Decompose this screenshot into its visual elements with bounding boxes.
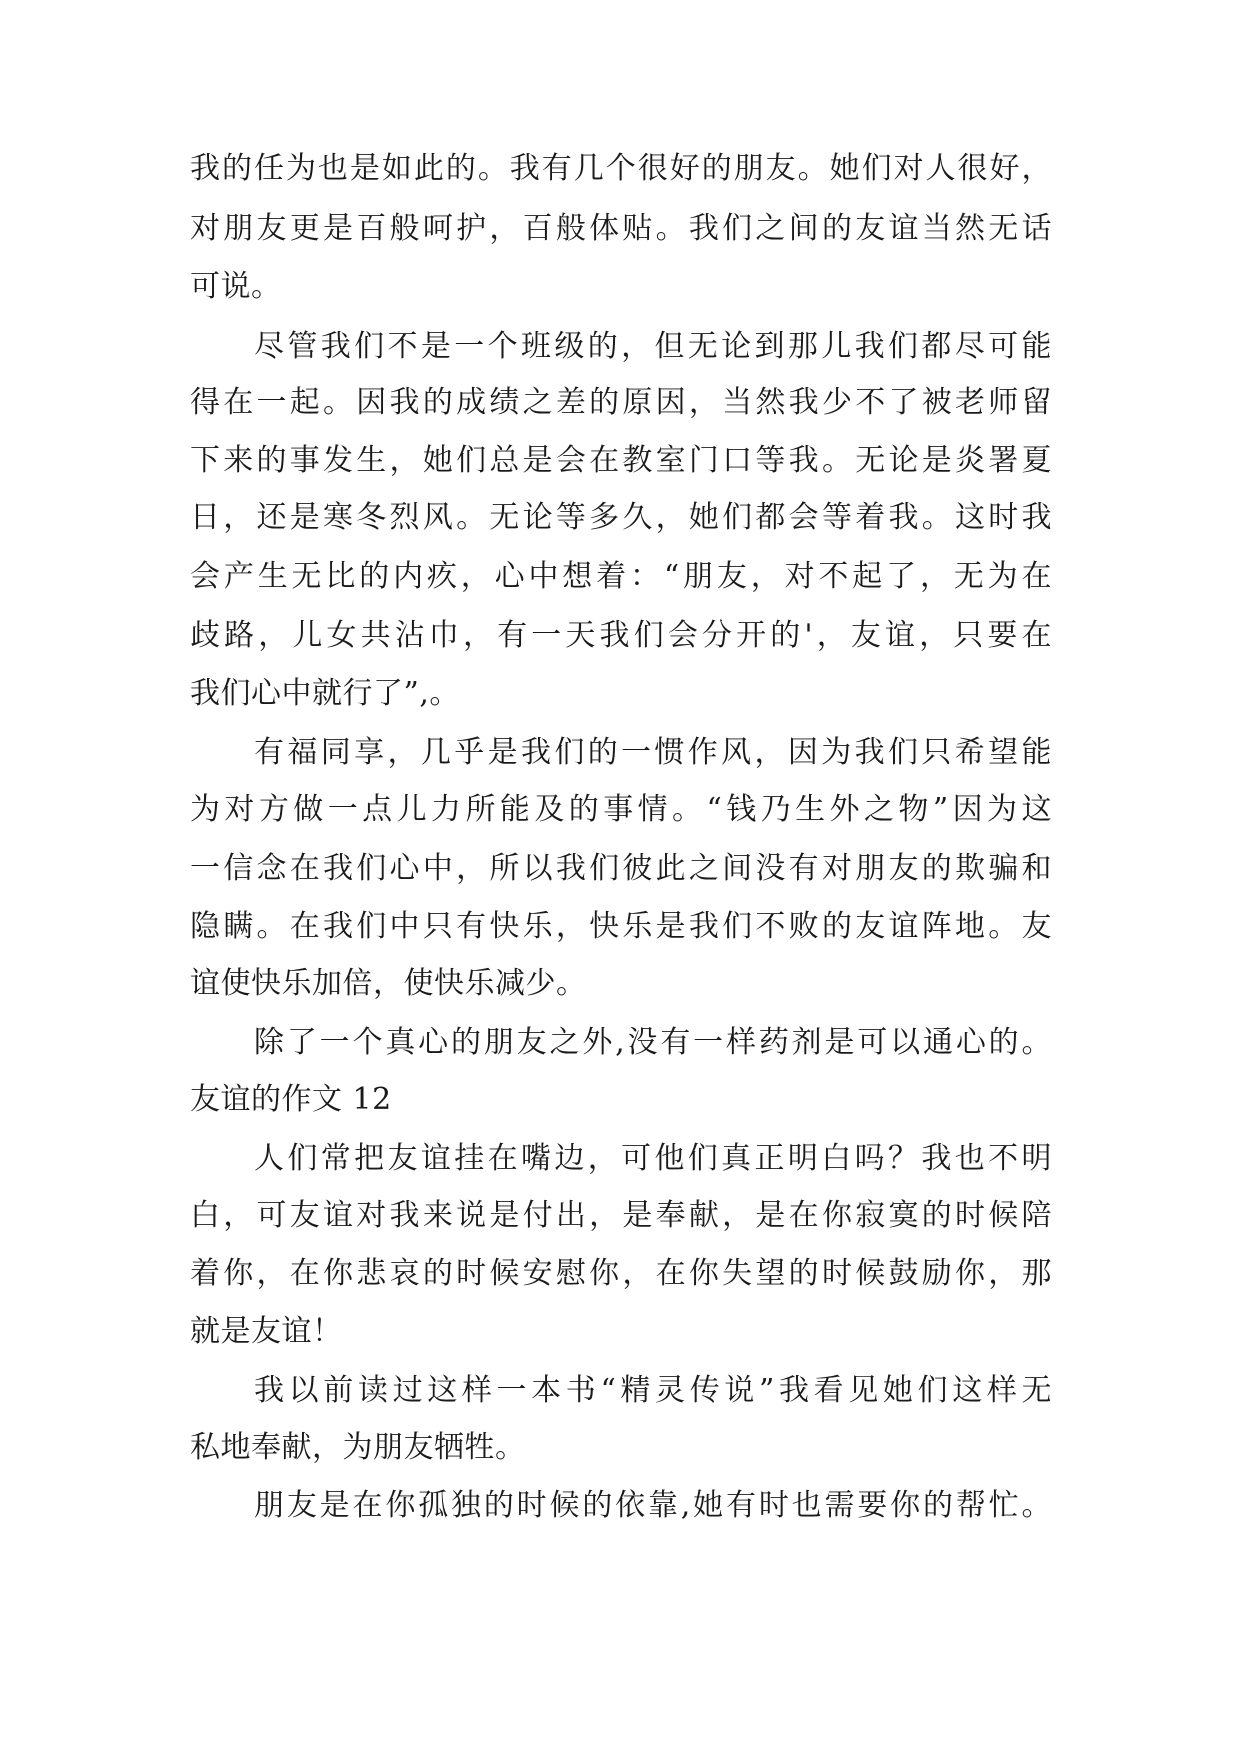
paragraph-line: 歧路，儿女共沾巾，有一天我们会分开的'，友谊，只要在 <box>190 618 1052 653</box>
paragraph-line: 就是友谊！ <box>190 1314 343 1349</box>
paragraph-line: 隐瞒。在我们中只有快乐，快乐是我们不败的友谊阵地。友 <box>190 909 1052 944</box>
paragraph-line: 可说。 <box>190 269 282 304</box>
section-heading: 友谊的作文 12 <box>190 1082 392 1117</box>
paragraph-line: 朋友是在你孤独的时候的依靠,她有时也需要你的帮忙。 <box>254 1488 1052 1523</box>
paragraph-line: 谊使快乐加倍，使快乐减少。 <box>190 966 587 1001</box>
paragraph-line: 我以前读过这样一本书“精灵传说”我看见她们这样无 <box>254 1373 1052 1408</box>
paragraph-line: 有福同享，几乎是我们的一惯作风，因为我们只希望能 <box>254 735 1052 770</box>
paragraph-line: 除了一个真心的朋友之外,没有一样药剂是可以通心的。 <box>254 1025 1052 1060</box>
paragraph-line: 私地奉献，为朋友牺牲。 <box>190 1430 526 1465</box>
paragraph-line: 下来的事发生，她们总是会在教室门口等我。无论是炎署夏 <box>190 443 1052 478</box>
paragraph-line: 尽管我们不是一个班级的，但无论到那儿我们都尽可能 <box>254 329 1052 364</box>
paragraph-line: 我们心中就行了”,。 <box>190 676 460 711</box>
paragraph-line: 我的任为也是如此的。我有几个很好的朋友。她们对人很好， <box>190 151 1052 186</box>
paragraph-line: 白，可友谊对我来说是付出，是奉献，是在你寂寞的时候陪 <box>190 1198 1052 1233</box>
paragraph-line: 对朋友更是百般呵护，百般体贴。我们之间的友谊当然无话 <box>190 211 1052 246</box>
paragraph-line: 会产生无比的内疚，心中想着：“朋友，对不起了，无为在 <box>190 559 1052 594</box>
paragraph-line: 着你，在你悲哀的时候安慰你，在你失望的时候鼓励你，那 <box>190 1256 1052 1291</box>
paragraph-line: 为对方做一点儿力所能及的事情。“钱乃生外之物”因为这 <box>190 792 1052 827</box>
paragraph-line: 日，还是寒冬烈风。无论等多久，她们都会等着我。这时我 <box>190 500 1052 535</box>
paragraph-line: 一信念在我们心中，所以我们彼此之间没有对朋友的欺骗和 <box>190 851 1052 886</box>
paragraph-line: 得在一起。因我的成绩之差的原因，当然我少不了被老师留 <box>190 385 1052 420</box>
paragraph-line: 人们常把友谊挂在嘴边，可他们真正明白吗？我也不明 <box>254 1141 1052 1176</box>
